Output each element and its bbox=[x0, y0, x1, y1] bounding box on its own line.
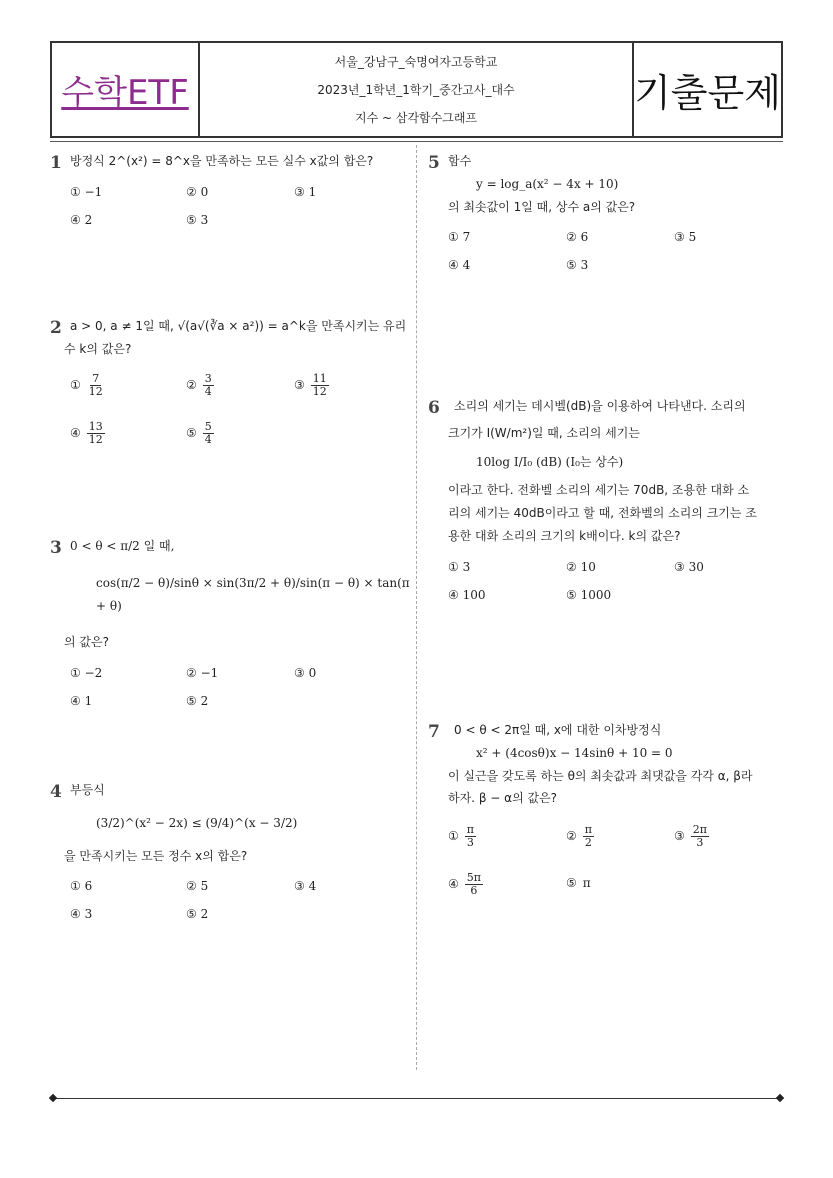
problem-stem: 함수 bbox=[448, 154, 472, 168]
choice-5[interactable]: ⑤ π bbox=[566, 876, 591, 891]
problem-line-5: 용한 대화 소리의 크기의 k배이다. k의 값은? bbox=[448, 528, 681, 543]
choices bbox=[448, 548, 788, 608]
problem-4 bbox=[50, 779, 410, 927]
problem-number: 7 bbox=[428, 722, 440, 742]
problem-expression: cos(π/2 − θ)/sinθ × sin(3π/2 + θ)/sin(π − θ) × tan(π + θ) bbox=[96, 575, 410, 613]
choice-4[interactable]: ④ 100 bbox=[448, 587, 486, 602]
choice-2[interactable]: ② 5 bbox=[186, 879, 209, 894]
problem-line-4: 리의 세기는 40dB이라고 할 때, 전화벨의 소리의 크기는 조 bbox=[448, 506, 757, 521]
choice-5[interactable]: ⑤ 3 bbox=[186, 212, 209, 227]
problem-line-3: 이라고 한다. 전화벨 소리의 세기는 70dB, 조용한 대화 소 bbox=[448, 483, 750, 498]
exam-info bbox=[200, 43, 634, 136]
choice-4[interactable]: ④ 4 bbox=[448, 258, 471, 273]
problem-number: 1 bbox=[50, 153, 62, 173]
choice-2[interactable]: ② $\frac{\pi}{2}$ bbox=[566, 823, 592, 850]
choice-5[interactable]: ⑤ $\frac{5}{4}$ bbox=[186, 419, 212, 446]
choices bbox=[448, 218, 788, 278]
choice-2[interactable]: ② $\frac{3}{4}$ bbox=[186, 371, 212, 398]
problem-3 bbox=[50, 535, 410, 714]
problem-stem-line1: a > 0, a ≠ 1일 때, √(a√(∛a × a²)) = a^k을 만족시키는 유리 bbox=[70, 319, 407, 333]
problem-line-1: 소리의 세기는 데시벨(dB)을 이용하여 나타낸다. 소리의 bbox=[454, 399, 746, 413]
choice-5[interactable]: ⑤ 3 bbox=[566, 258, 589, 273]
problem-stem-line2: 수 k의 값은? bbox=[64, 341, 132, 356]
choice-3[interactable]: ③ 5 bbox=[674, 230, 697, 245]
choice-1[interactable]: ① −1 bbox=[70, 184, 103, 199]
exam-scope: 지수 ~ 삼각함수그래프 bbox=[354, 111, 477, 126]
exam-title: 2023년_1학년_1학기_중간고사_대수 bbox=[317, 82, 515, 97]
school-name: 서울_강남구_숙명여자고등학교 bbox=[334, 54, 498, 69]
problem-number: 5 bbox=[428, 153, 440, 173]
problem-expression: 10log I/I₀ (dB) (I₀는 상수) bbox=[476, 454, 624, 469]
choice-1[interactable]: ① 3 bbox=[448, 559, 471, 574]
choices bbox=[70, 361, 410, 451]
choice-1[interactable]: ① 7 bbox=[448, 230, 471, 245]
footer-rule bbox=[53, 1098, 781, 1099]
choices bbox=[448, 810, 788, 900]
choice-1[interactable]: ① −2 bbox=[70, 666, 103, 681]
problem-expression: y = log_a(x² − 4x + 10) bbox=[476, 176, 619, 191]
problem-line-3: 하자. β − α의 값은? bbox=[448, 791, 558, 806]
problem-number: 2 bbox=[50, 318, 62, 338]
choice-3[interactable]: ③ 1 bbox=[294, 184, 317, 199]
problem-5 bbox=[428, 150, 788, 278]
problem-2 bbox=[50, 315, 410, 451]
choice-2[interactable]: ② 0 bbox=[186, 184, 209, 199]
problem-expression: x² + (4cosθ)x − 14sinθ + 10 = 0 bbox=[476, 745, 673, 760]
problem-line-2: 이 실근을 갖도록 하는 θ의 최솟값과 최댓값을 각각 α, β라 bbox=[448, 768, 753, 783]
problem-stem: 부등식 bbox=[70, 783, 105, 797]
brand-logo: 수학ETF bbox=[52, 43, 200, 136]
problem-line-1: 0 < θ < 2π일 때, x에 대한 이차방정식 bbox=[454, 723, 662, 737]
column-divider bbox=[416, 145, 417, 1070]
choice-2[interactable]: ② 10 bbox=[566, 559, 596, 574]
choice-3[interactable]: ③ 4 bbox=[294, 879, 317, 894]
choice-5[interactable]: ⑤ 2 bbox=[186, 694, 209, 709]
choice-4[interactable]: ④ 3 bbox=[70, 907, 93, 922]
choice-2[interactable]: ② 6 bbox=[566, 230, 589, 245]
choice-5[interactable]: ⑤ 2 bbox=[186, 907, 209, 922]
problem-line-2: 크기가 I(W/m²)일 때, 소리의 세기는 bbox=[448, 425, 640, 440]
choice-3[interactable]: ③ $\frac{2\pi}{3}$ bbox=[674, 823, 707, 850]
choices bbox=[70, 173, 410, 233]
choice-4[interactable]: ④ $\frac{5\pi}{6}$ bbox=[448, 871, 481, 898]
choice-1[interactable]: ① $\frac{\pi}{3}$ bbox=[448, 823, 474, 850]
choice-1[interactable]: ① 6 bbox=[70, 879, 93, 894]
choice-4[interactable]: ④ $\frac{13}{12}$ bbox=[70, 419, 103, 446]
doc-tag: 기출문제 bbox=[634, 71, 781, 115]
problem-tail: 의 최솟값이 1일 때, 상수 a의 값은? bbox=[448, 199, 636, 214]
problem-7 bbox=[428, 719, 788, 900]
problem-6 bbox=[428, 395, 788, 608]
choice-4[interactable]: ④ 1 bbox=[70, 694, 93, 709]
choice-5[interactable]: ⑤ 1000 bbox=[566, 587, 612, 602]
problem-number: 6 bbox=[428, 398, 440, 418]
choice-3[interactable]: ③ $\frac{11}{12}$ bbox=[294, 371, 327, 398]
problem-expression: (3/2)^(x² − 2x) ≤ (9/4)^(x − 3/2) bbox=[96, 815, 298, 830]
problem-number: 3 bbox=[50, 538, 62, 558]
choice-3[interactable]: ③ 30 bbox=[674, 559, 704, 574]
header-rule bbox=[50, 141, 783, 142]
problem-1 bbox=[50, 150, 410, 233]
problem-stem: 0 < θ < π/2 일 때, bbox=[70, 539, 175, 553]
choice-2[interactable]: ② −1 bbox=[186, 666, 219, 681]
problem-tail: 의 값은? bbox=[64, 635, 109, 650]
choice-1[interactable]: ① $\frac{7}{12}$ bbox=[70, 371, 103, 398]
exam-header bbox=[50, 41, 783, 138]
choices bbox=[70, 867, 410, 927]
problem-number: 4 bbox=[50, 782, 62, 802]
footer-right-diamond bbox=[776, 1094, 784, 1102]
problem-stem: 방정식 2^(x²) = 8^x을 만족하는 모든 실수 x값의 합은? bbox=[70, 154, 374, 168]
choices bbox=[70, 654, 410, 714]
problem-tail: 을 만족시키는 모든 정수 x의 합은? bbox=[64, 848, 248, 863]
choice-4[interactable]: ④ 2 bbox=[70, 212, 93, 227]
footer-left-diamond bbox=[49, 1094, 57, 1102]
choice-3[interactable]: ③ 0 bbox=[294, 666, 317, 681]
